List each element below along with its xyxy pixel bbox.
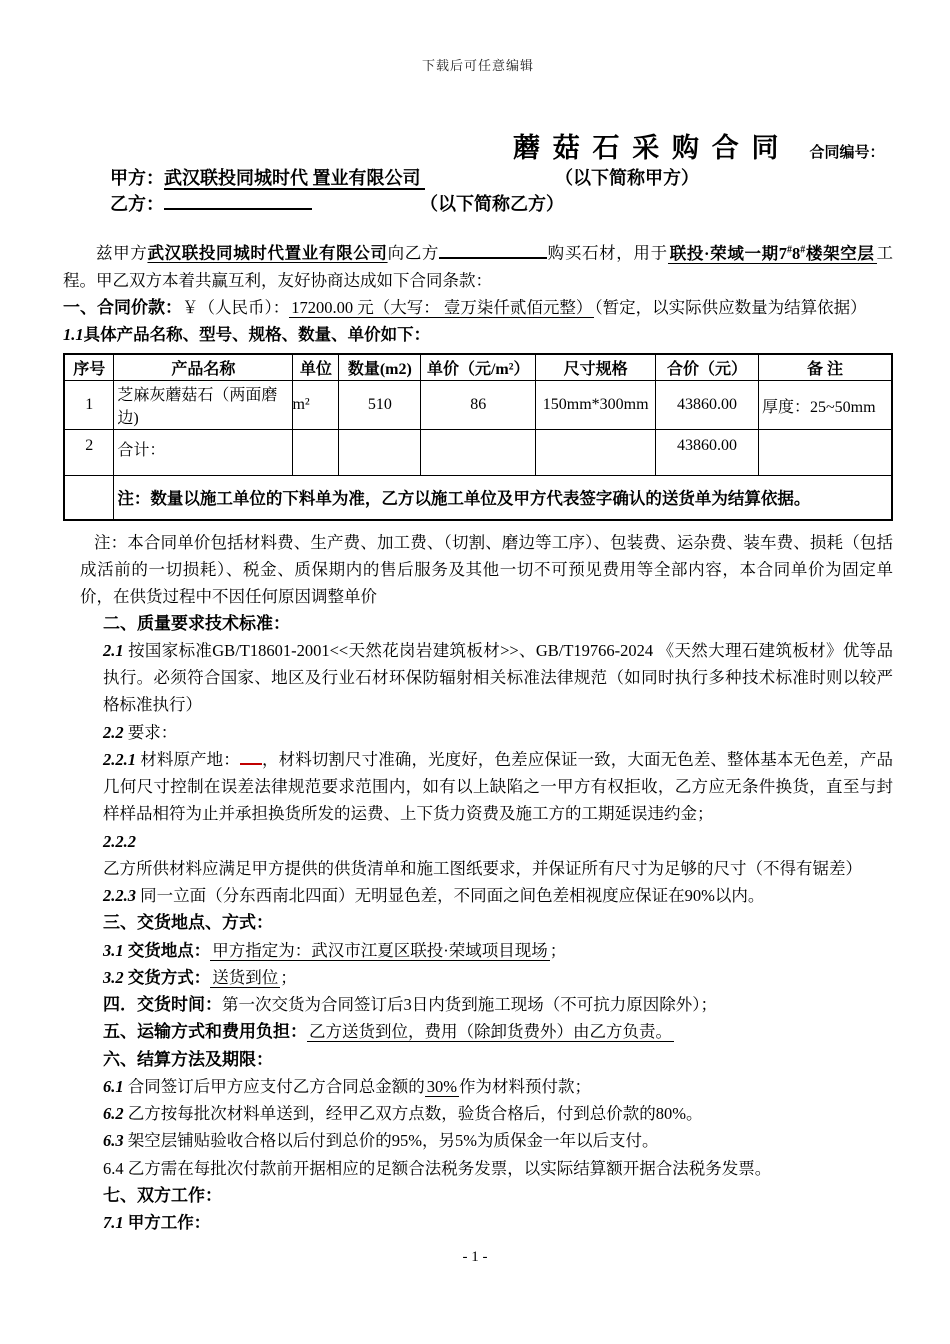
clause-6-2: 6.2 乙方按每批次材料单送到，经甲乙双方点数，验货合格后，付到总价款的80%。: [103, 1104, 703, 1123]
cell-qty: [339, 430, 421, 476]
unit-price-note-paragraph: 注：本合同单价包括材料费、生产费、加工费、（切割、磨边等工序）、包装费、运杂费、装车费、损耗（包括成活前的一切损耗）、税金、质保期内的售后服务及其他一切不可预见费用等全部内容，本合同单价为固定单价，在供货过程中不因任何原因调整单价: [80, 532, 893, 606]
contract-number-label: 合同编号：: [809, 145, 885, 161]
clause-number: 2.2.1: [103, 749, 136, 769]
party-b-alias: （以下简称乙方）: [420, 194, 564, 214]
section-4-heading: 四．交货时间：: [103, 995, 222, 1014]
cell-qty: 510: [339, 381, 421, 430]
clause-2-2-1: 2.2.1 材料原产地： ，材料切割尺寸准确，光度好，色差应保证一致，大面无色差、整体基本无色差，产品几何尺寸控制在误差法律规范要求范围内，如有以上缺陷之一甲方有权拒收，乙方应无条件换货，直至与封样样品相符为止并承担换货所发的运费、上下货力资费及施工方的工期延误违约金；: [103, 749, 894, 824]
clause-2-2: 2.2 要求：: [103, 722, 178, 742]
cell-size: [536, 430, 656, 476]
clause-number: 2.2.3: [103, 886, 136, 905]
col-header-qty: 数量(m2): [339, 354, 421, 381]
product-table: [63, 353, 893, 521]
watermark-text: 下载后可任意编辑: [421, 58, 534, 73]
section-4: 四．交货时间：第一次交货为合同签订后3日内货到施工现场（不可抗力原因除外）；: [103, 995, 717, 1014]
intro-party-a-name: 武汉联投同城时代置业有限公司: [147, 243, 388, 263]
col-header-unit: 单位: [293, 354, 339, 381]
project-name: 联投·荣域一期7#8#楼架空层: [669, 243, 875, 263]
price-paragraph: [63, 294, 893, 321]
col-header-price: 单价（元/m²）: [421, 354, 536, 381]
clause-2-1: 2.1 按国家标准GB/T18601-2001<<天然花岗岩建筑板材>>、GB/T19766-2024 《天然大理石建筑板材》优等品执行。必须符合国家、地区及行业石材环保防辐射相关标准法律规范（如同时执行多种技术标准时则以较严格标准执行）: [103, 640, 893, 715]
section-7-heading: 七、双方工作：: [103, 1185, 222, 1205]
section-5-heading: 五、运输方式和费用负担：: [103, 1022, 307, 1042]
cell-total: 43860.00: [656, 381, 759, 430]
transport-terms: 乙方送货到位，费用（除卸货费外）由乙方负责。: [309, 1022, 672, 1042]
clause-number: 7.1: [103, 1213, 124, 1232]
intro-text-3: 购买石材，用于: [547, 243, 668, 263]
spec-number: 1.1: [63, 324, 84, 344]
cell-name: 芝麻灰蘑菇石（两面磨边): [114, 381, 293, 430]
cell-empty: [64, 476, 114, 520]
table-note: 注：数量以施工单位的下料单为准，乙方以施工单位及甲方代表签字确认的送货单为结算依据。: [114, 476, 892, 520]
col-header-no: 序号: [64, 354, 114, 381]
cell-unit: [293, 430, 339, 476]
section-1-heading: 一、合同价款：: [63, 297, 182, 317]
intro-text-1: 兹甲方: [96, 243, 148, 263]
intro-text-4: 工程。甲乙双方本着共赢互利，友好协商达成如下合同条款：: [63, 243, 894, 290]
clause-6-3: 6.3 架空层铺贴验收合格以后付到总价的95%，另5%为质保金一年以后支付。: [103, 1131, 659, 1151]
document-title: 蘑 菇 石 采 购 合 同: [513, 133, 782, 163]
cell-unit: m²: [293, 381, 339, 430]
title-row: [63, 126, 893, 165]
contract-sections: [103, 610, 893, 1237]
price-text-2: （暂定，以实际供应数量为结算依据）: [594, 297, 867, 317]
delivery-place: 甲方指定为：武汉市江夏区联投·荣域项目现场: [212, 940, 548, 960]
cell-size: 150mm*300mm: [536, 381, 656, 430]
cell-name: 合计：: [114, 430, 293, 476]
party-b-line: [110, 191, 893, 217]
hash-superscript: #: [800, 244, 806, 255]
party-a-name: 武汉联投同城时代 置业有限公司: [164, 168, 425, 190]
table-note-row: [64, 476, 892, 520]
party-b-label: 乙方：: [110, 194, 164, 214]
col-header-size: 尺寸规格: [536, 354, 656, 381]
clause-number: 3.2: [103, 967, 124, 987]
price-amount: 17200.00 元（大写： 壹万柒仟贰佰元整）: [291, 297, 593, 317]
page-number: - 1 -: [462, 1249, 488, 1265]
table-header-row: [64, 354, 892, 381]
clause-7-1: 7.1 甲方工作：: [103, 1213, 211, 1232]
table-row: [64, 430, 892, 476]
clause-2-2-2: 2.2.2 乙方所供材料应满足甲方提供的供货清单和施工图纸要求，并保证所有尺寸为足够的尺寸（不得有锯差）: [103, 831, 862, 878]
hash-superscript: #: [787, 244, 793, 255]
clause-2-2-3: 2.2.3 同一立面（分东西南北四面）无明显色差，不同面之间色差相视度应保证在90%以内。: [103, 886, 765, 905]
section-6-heading: 六、结算方法及期限：: [103, 1049, 273, 1069]
party-a-line: [110, 165, 893, 191]
section-5: [103, 1018, 893, 1045]
origin-blank-field[interactable]: [240, 748, 262, 765]
spec-text: 具体产品名称、型号、规格、数量、单价如下：: [83, 324, 431, 344]
clause-6-1: 6.1 合同签订后甲方应支付乙方合同总金额的 30% 作为材料预付款；: [103, 1076, 591, 1096]
clause-number: 3.1: [103, 940, 124, 960]
cell-no: 1: [64, 381, 114, 430]
party-b-inline-blank-field[interactable]: [439, 242, 547, 259]
price-text-1: ￥（人民币）：: [182, 297, 290, 317]
intro-text-2: 向乙方: [387, 243, 440, 263]
col-header-name: 产品名称: [114, 354, 293, 381]
col-header-remark: 备 注: [758, 354, 892, 381]
clause-number: 6.3: [103, 1131, 124, 1151]
party-a-label: 甲方：: [110, 168, 164, 188]
clause-3-1: 3.1 交货地点： 甲方指定为：武汉市江夏区联投·荣域项目现场 ；: [103, 940, 567, 960]
party-b-blank-field[interactable]: [164, 192, 312, 210]
cell-price: [421, 430, 536, 476]
clause-number: 6.4: [103, 1158, 124, 1178]
spec-heading: [63, 321, 893, 348]
delivery-method: 送货到位: [212, 967, 279, 987]
section-2-heading: 二、质量要求技术标准：: [103, 613, 290, 633]
intro-paragraph: [63, 236, 893, 294]
clause-3-2: 3.2 交货方式： 送货到位 ；: [103, 967, 297, 987]
cell-remark: 厚度：25~50mm: [758, 381, 892, 430]
clause-number: 2.1: [103, 640, 124, 660]
party-a-alias: （以下简称甲方）: [555, 168, 699, 188]
prepay-percent: 30%: [426, 1076, 457, 1096]
table-row: [64, 381, 892, 430]
cell-remark: [758, 430, 892, 476]
cell-total: 43860.00: [656, 430, 759, 476]
cell-price: 86: [421, 381, 536, 430]
cell-no: 2: [64, 430, 114, 476]
clause-number: 2.2: [103, 722, 124, 742]
clause-number: 6.1: [103, 1076, 124, 1096]
section-3-heading: 三、交货地点、方式：: [103, 913, 273, 933]
clause-number: 2.2.2: [103, 831, 136, 851]
clause-6-4: 6.4 乙方需在每批次付款前开据相应的足额合法税务发票，以实际结算额开据合法税务发票。: [103, 1158, 772, 1178]
col-header-total: 合价（元）: [656, 354, 759, 381]
clause-number: 6.2: [103, 1104, 124, 1123]
